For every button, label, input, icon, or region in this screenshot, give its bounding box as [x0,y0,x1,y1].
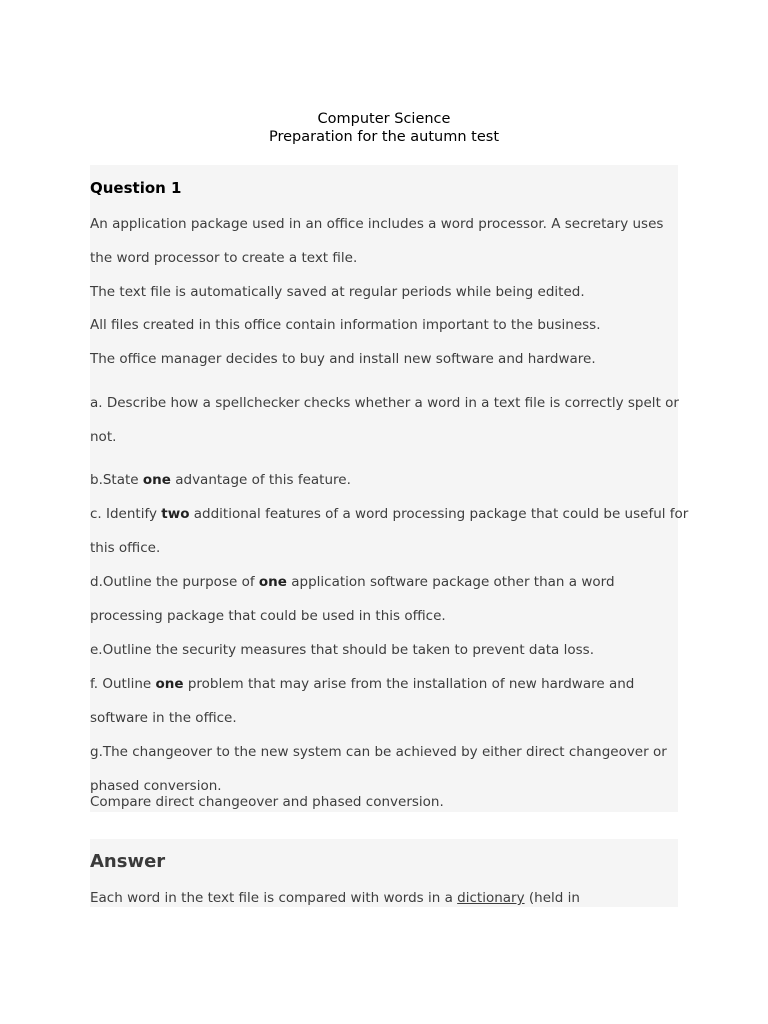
document-header [0,110,768,146]
answer-text [90,889,580,907]
part-d-line-1 [90,573,615,591]
intro-line-1: An application package used in an office includes a word processor. A secretary uses [90,216,664,232]
question-section [90,165,689,812]
part-d-line-2: processing package that could be used in this office. [90,608,446,624]
part-f-bold: one [155,676,184,692]
answer-pre: Each word in the text file is compared with words in a [90,890,458,906]
part-c-line-2: this office. [90,540,161,556]
part-b-pre: b.State [90,472,143,488]
part-e: e.Outline the security measures that should be taken to prevent data loss. [90,642,594,658]
part-c-bold: two [161,506,190,522]
part-f-pre: f. Outline [90,676,156,692]
answer-title: Answer [90,851,166,872]
part-f-line-1 [90,675,634,693]
part-b-bold: one [142,472,171,488]
part-g-line-3: Compare direct changeover and phased conversion. [90,794,444,810]
part-c-post: additional features of a word processing package that could be useful for [189,506,689,522]
part-d-bold: one [258,574,287,590]
answer-section [90,839,678,907]
part-a-line-2: not. [90,429,117,445]
subject-title: Computer Science [317,111,451,127]
part-d-pre: d.Outline the purpose of [90,574,259,590]
part-c-pre: c. Identify [90,506,162,522]
document-subtitle: Preparation for the autumn test [268,129,500,145]
question-title: Question 1 [90,179,182,197]
intro-line-3: The text file is automatically saved at regular periods while being edited. [90,284,585,300]
intro-line-2: the word processor to create a text file. [90,250,358,266]
part-g-line-1: g.The changeover to the new system can be achieved by either direct changeover or [90,744,667,760]
answer-post: (held in [524,890,580,906]
intro-line-4: All files created in this office contain information important to the business. [90,317,601,333]
part-d-post: application software package other than a word [286,574,615,590]
part-b-post: advantage of this feature. [170,472,351,488]
part-f-post: problem that may arise from the installation of new hardware and [183,676,635,692]
intro-line-5: The office manager decides to buy and install new software and hardware. [90,351,596,367]
dictionary-link[interactable]: dictionary [457,890,525,906]
part-a-line-1: a. Describe how a spellchecker checks whether a word in a text file is correctly spelt or [90,395,679,411]
part-c-line-1 [90,505,688,523]
part-b [90,471,351,489]
part-f-line-2: software in the office. [90,710,237,726]
part-g-line-2: phased conversion. [90,778,222,794]
